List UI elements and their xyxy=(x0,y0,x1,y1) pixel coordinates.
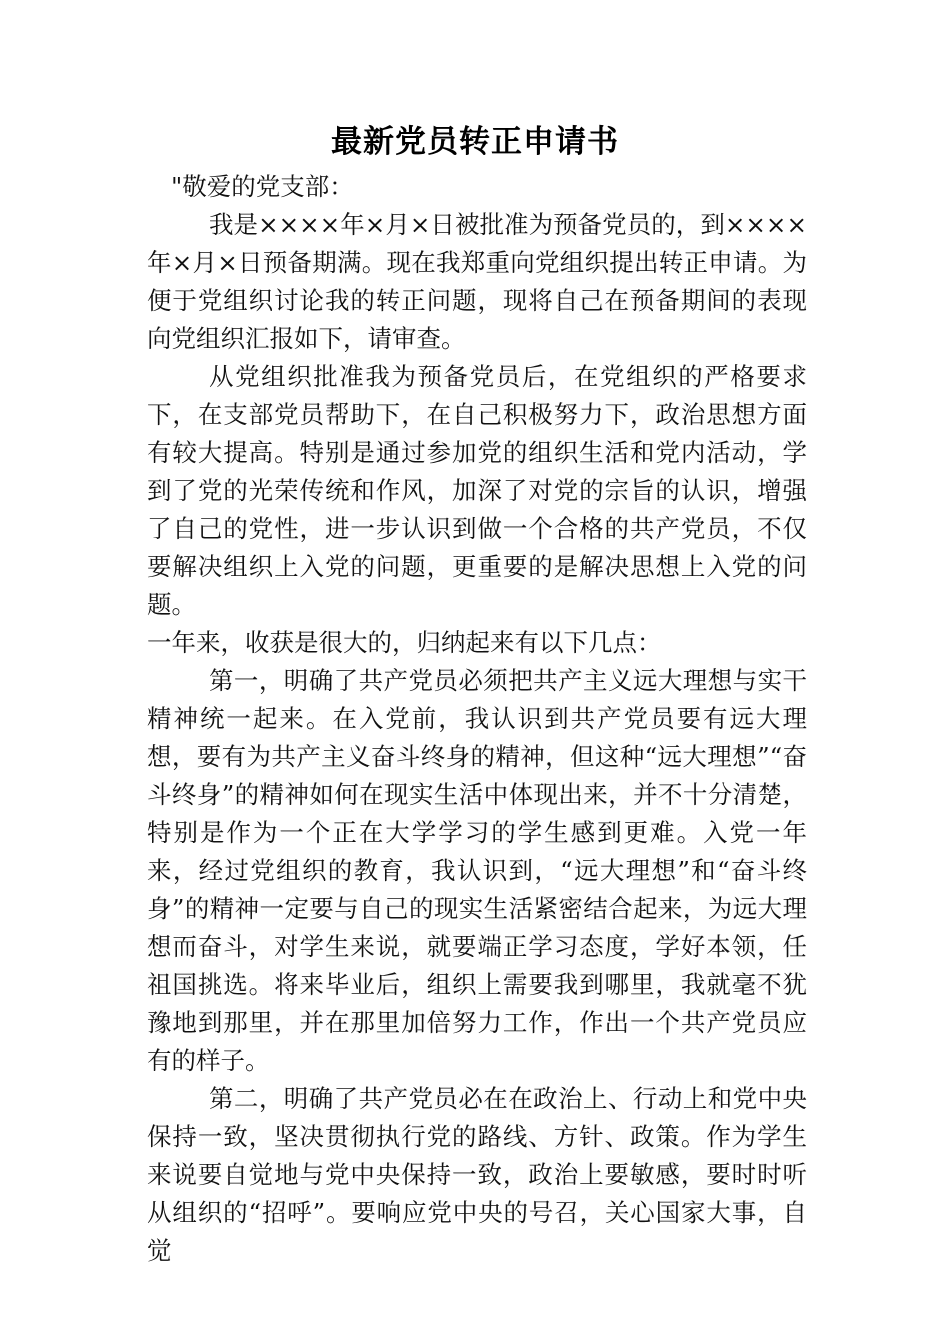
paragraph-1: 我是××××年×月×日被批准为预备党员的，到××××年×月×日预备期满。现在我郑重向党组织提出转正申请。为便于党组织讨论我的转正问题，现将自己在预备期间的表现向党组织汇报如下，请审查。 xyxy=(147,210,807,353)
document-title: 最新党员转正申请书 xyxy=(331,124,619,160)
paragraph-3: 第一，明确了共产党员必须把共产主义远大理想与实干精神统一起来。在入党前，我认识到共产党员要有远大理想，要有为共产主义奋斗终身的精神，但这种“远大理想”“奋斗终身”的精神如何在现实生活中体现出来，并不十分清楚，特别是作为一个正在大学学习的学生感到更难。入党一年来，经过党组织的教育，我认识到，“远大理想”和“奋斗终身”的精神一定要与自己的现实生活紧密结合起来，为远大理想而奋斗，对学生来说，就要端正学习态度，学好本领，任祖国挑选。将来毕业后，组织上需要我到哪里，我就毫不犹豫地到那里，并在那里加倍努力工作，作出一个共产党员应有的样子。 xyxy=(147,666,807,1075)
summary-line: 一年来，收获是很大的，归纳起来有以下几点： xyxy=(147,628,662,657)
document-body xyxy=(147,168,807,1270)
paragraph-4: 第二，明确了共产党员必在在政治上、行动上和党中央保持一致，坚决贯彻执行党的路线、方针、政策。作为学生来说要自觉地与党中央保持一致，政治上要敏感，要时时听从组织的“招呼”。要响应党中央的号召，关心国家大事，自觉 xyxy=(147,1084,807,1265)
paragraph-2: 从党组织批准我为预备党员后，在党组织的严格要求下，在支部党员帮助下，在自己积极努力下，政治思想方面有较大提高。特别是通过参加党的组织生活和党内活动，学到了党的光荣传统和作风，加深了对党的宗旨的认识，增强了自己的党性，进一步认识到做一个合格的共产党员，不仅要解决组织上入党的问题，更重要的是解决思想上入党的问题。 xyxy=(147,362,807,619)
salutation: "敬爱的党支部： xyxy=(171,172,354,201)
